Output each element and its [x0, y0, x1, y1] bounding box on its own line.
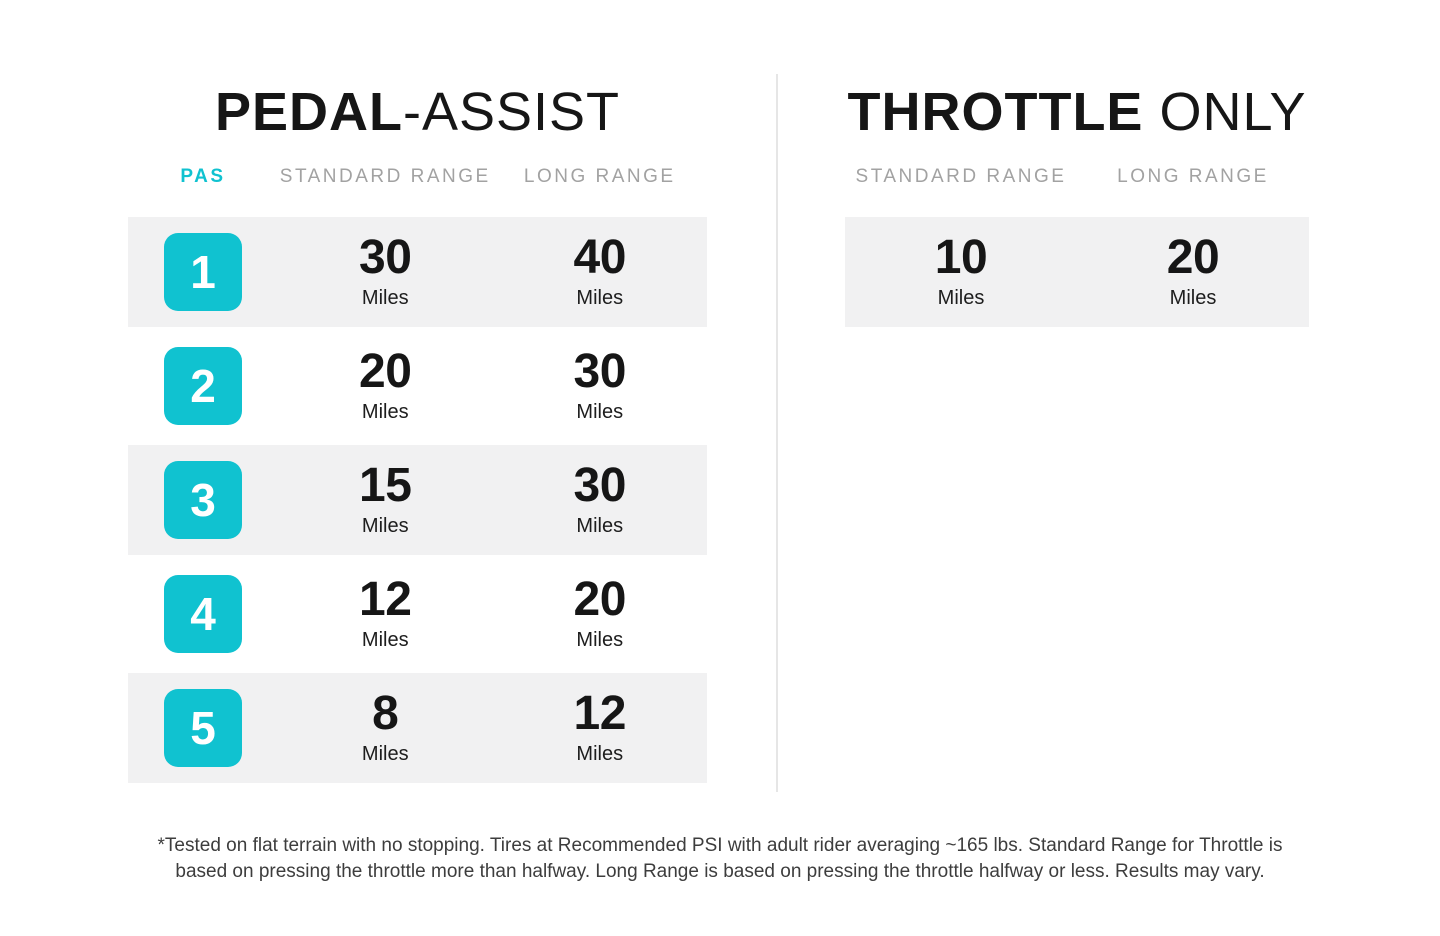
column-header-standard-range: STANDARD RANGE — [279, 166, 491, 187]
standard-range-value-cell — [278, 231, 493, 310]
range-unit: Miles — [361, 515, 409, 537]
range-unit: Miles — [576, 515, 624, 537]
range-value: 15 — [359, 459, 412, 512]
long-range-value-cell — [493, 345, 708, 424]
throttle-only-title-strong: THROTTLE — [847, 82, 1144, 142]
pedal-assist-title-strong: PEDAL — [214, 82, 403, 142]
standard-range-value-cell — [278, 459, 493, 538]
range-value: 8 — [372, 687, 399, 740]
table-row-pas-3 — [128, 445, 707, 555]
pas-level-number: 2 — [190, 360, 216, 412]
column-header-pas: PAS — [180, 166, 226, 187]
range-unit: Miles — [361, 629, 409, 651]
range-value: 30 — [573, 345, 626, 398]
range-value: 30 — [359, 231, 412, 284]
range-unit: Miles — [361, 743, 409, 765]
throttle-only-title — [845, 84, 1309, 140]
pedal-assist-section — [128, 84, 707, 783]
range-unit: Miles — [576, 287, 624, 309]
range-value: 20 — [573, 573, 626, 626]
range-value: 30 — [573, 459, 626, 512]
range-unit: Miles — [576, 743, 624, 765]
standard-range-value-cell — [845, 231, 1077, 310]
standard-range-value-cell — [278, 573, 493, 652]
pas-level-badge — [164, 689, 242, 767]
throttle-only-title-light: ONLY — [1143, 82, 1307, 142]
standard-range-value-cell — [278, 687, 493, 766]
range-unit: Miles — [361, 401, 409, 423]
pas-level-badge — [164, 461, 242, 539]
range-value: 40 — [573, 231, 626, 284]
footnote-line-1: *Tested on flat terrain with no stopping. Tires at Recommended PSI with adult rider averaging ~165 lbs. Standard Range for Throttle is — [157, 835, 1283, 856]
column-header-long-range: LONG RANGE — [1117, 166, 1269, 187]
table-row-pas-1 — [128, 217, 707, 327]
range-unit: Miles — [361, 287, 409, 309]
pas-level-number: 4 — [190, 588, 216, 640]
range-value: 12 — [359, 573, 412, 626]
table-row-throttle — [845, 217, 1309, 327]
throttle-column-headers — [845, 166, 1309, 188]
range-unit: Miles — [576, 401, 624, 423]
footnote-line-2: based on pressing the throttle more than halfway. Long Range is based on pressing the throttle halfway or less. Results may vary. — [175, 861, 1265, 882]
range-value: 10 — [934, 231, 988, 284]
pedal-assist-title — [128, 84, 707, 140]
throttle-rows — [845, 217, 1309, 327]
long-range-value-cell — [493, 459, 708, 538]
section-divider — [776, 74, 778, 792]
pas-level-number: 5 — [190, 702, 216, 754]
range-value: 20 — [359, 345, 412, 398]
range-unit: Miles — [576, 629, 624, 651]
pas-level-number: 3 — [190, 474, 216, 526]
pas-level-number: 1 — [190, 246, 216, 298]
footnote — [0, 833, 1440, 885]
column-header-standard-range: STANDARD RANGE — [855, 166, 1067, 187]
long-range-value-cell — [493, 573, 708, 652]
pas-level-badge — [164, 575, 242, 653]
long-range-value-cell — [1077, 231, 1309, 310]
table-row-pas-4 — [128, 559, 707, 669]
pedal-assist-title-light: -ASSIST — [402, 82, 621, 142]
pedal-assist-rows — [128, 217, 707, 783]
range-unit: Miles — [1169, 287, 1217, 309]
pas-level-badge — [164, 347, 242, 425]
column-header-long-range: LONG RANGE — [523, 166, 676, 187]
range-unit: Miles — [937, 287, 985, 309]
standard-range-value-cell — [278, 345, 493, 424]
table-row-pas-5 — [128, 673, 707, 783]
long-range-value-cell — [493, 231, 708, 310]
throttle-only-section — [845, 84, 1309, 327]
pedal-assist-column-headers — [128, 166, 707, 188]
pas-level-badge — [164, 233, 242, 311]
range-value: 20 — [1166, 231, 1220, 284]
table-row-pas-2 — [128, 331, 707, 441]
long-range-value-cell — [493, 687, 708, 766]
range-value: 12 — [573, 687, 626, 740]
